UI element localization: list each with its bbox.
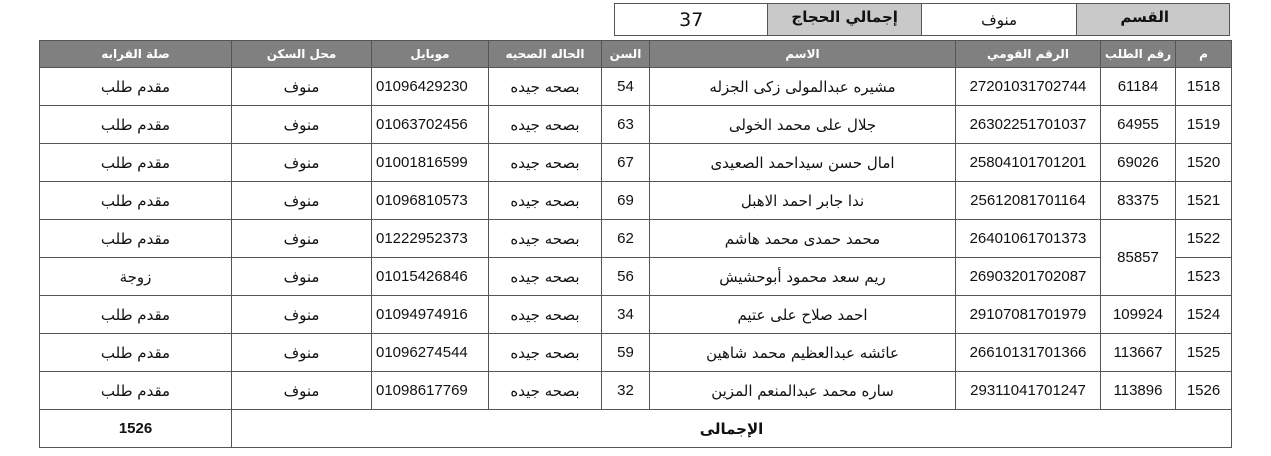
col-header-name: الاسم <box>650 41 956 68</box>
cell-request-no: 113667 <box>1101 334 1176 372</box>
col-header-m: م <box>1176 41 1232 68</box>
cell-relation: مقدم طلب <box>40 106 232 144</box>
col-header-residence: محل السكن <box>232 41 372 68</box>
header-row <box>40 41 1232 68</box>
col-header-request-no: رقم الطلب <box>1101 41 1176 68</box>
col-header-relation: صلة القرابه <box>40 41 232 68</box>
cell-request-no: 64955 <box>1101 106 1176 144</box>
cell-relation: مقدم طلب <box>40 182 232 220</box>
table-row <box>40 220 1232 258</box>
cell-mobile: 01015426846 <box>372 258 489 296</box>
cell-relation: مقدم طلب <box>40 372 232 410</box>
cell-request-no: 85857 <box>1101 220 1176 296</box>
cell-age: 62 <box>602 220 650 258</box>
cell-health: بصحه جيده <box>489 68 602 106</box>
cell-national-id: 26610131701366 <box>956 334 1101 372</box>
cell-request-no: 61184 <box>1101 68 1176 106</box>
cell-residence: منوف <box>232 182 372 220</box>
cell-request-no: 109924 <box>1101 296 1176 334</box>
cell-health: بصحه جيده <box>489 334 602 372</box>
cell-m: 1518 <box>1176 68 1232 106</box>
grand-total-label: الإجمالى <box>232 410 1232 448</box>
cell-age: 67 <box>602 144 650 182</box>
cell-request-no: 113896 <box>1101 372 1176 410</box>
cell-national-id: 25612081701164 <box>956 182 1101 220</box>
cell-age: 32 <box>602 372 650 410</box>
cell-mobile: 01098617769 <box>372 372 489 410</box>
cell-age: 34 <box>602 296 650 334</box>
cell-residence: منوف <box>232 68 372 106</box>
cell-residence: منوف <box>232 220 372 258</box>
cell-relation: مقدم طلب <box>40 144 232 182</box>
grand-total-value: 1526 <box>40 410 232 448</box>
cell-relation: مقدم طلب <box>40 296 232 334</box>
cell-residence: منوف <box>232 334 372 372</box>
cell-health: بصحه جيده <box>489 372 602 410</box>
cell-relation: مقدم طلب <box>40 334 232 372</box>
cell-residence: منوف <box>232 258 372 296</box>
cell-m: 1520 <box>1176 144 1232 182</box>
col-header-national-id: الرقم القومي <box>956 41 1101 68</box>
total-pilgrims-value: 37 <box>679 8 704 31</box>
cell-name: جلال على محمد الخولى <box>650 106 956 144</box>
cell-m: 1522 <box>1176 220 1232 258</box>
cell-request-no: 83375 <box>1101 182 1176 220</box>
cell-residence: منوف <box>232 106 372 144</box>
cell-health: بصحه جيده <box>489 296 602 334</box>
table-row <box>40 372 1232 410</box>
table-row <box>40 68 1232 106</box>
cell-health: بصحه جيده <box>489 258 602 296</box>
cell-national-id: 27201031702744 <box>956 68 1101 106</box>
cell-residence: منوف <box>232 144 372 182</box>
summary-strip <box>614 3 1230 36</box>
table-row <box>40 296 1232 334</box>
cell-residence: منوف <box>232 372 372 410</box>
cell-age: 56 <box>602 258 650 296</box>
cell-name: احمد صلاح على عتيم <box>650 296 956 334</box>
cell-age: 54 <box>602 68 650 106</box>
cell-name: عائشه عبدالعظيم محمد شاهين <box>650 334 956 372</box>
cell-residence: منوف <box>232 296 372 334</box>
table-row <box>40 106 1232 144</box>
col-header-age: السن <box>602 41 650 68</box>
table-row <box>40 182 1232 220</box>
cell-name: ريم سعد محمود أبوحشيش <box>650 258 956 296</box>
table-row <box>40 144 1232 182</box>
cell-request-no: 69026 <box>1101 144 1176 182</box>
cell-mobile: 01096810573 <box>372 182 489 220</box>
cell-m: 1523 <box>1176 258 1232 296</box>
cell-age: 59 <box>602 334 650 372</box>
cell-relation: زوجة <box>40 258 232 296</box>
cell-name: امال حسن سيداحمد الصعيدى <box>650 144 956 182</box>
cell-age: 63 <box>602 106 650 144</box>
table-row <box>40 258 1232 296</box>
cell-m: 1519 <box>1176 106 1232 144</box>
cell-national-id: 26401061701373 <box>956 220 1101 258</box>
cell-national-id: 26302251701037 <box>956 106 1101 144</box>
cell-relation: مقدم طلب <box>40 68 232 106</box>
cell-m: 1526 <box>1176 372 1232 410</box>
cell-mobile: 01001816599 <box>372 144 489 182</box>
col-header-mobile: موبايل <box>372 41 489 68</box>
cell-m: 1525 <box>1176 334 1232 372</box>
cell-mobile: 01063702456 <box>372 106 489 144</box>
cell-health: بصحه جيده <box>489 144 602 182</box>
cell-name: ساره محمد عبدالمنعم المزين <box>650 372 956 410</box>
table-row <box>40 334 1232 372</box>
section-label: القسم <box>1076 4 1229 35</box>
cell-national-id: 29107081701979 <box>956 296 1101 334</box>
cell-mobile: 01222952373 <box>372 220 489 258</box>
cell-m: 1521 <box>1176 182 1232 220</box>
cell-name: ندا جابر احمد الاهبل <box>650 182 956 220</box>
cell-age: 69 <box>602 182 650 220</box>
section-value: منوف <box>921 4 1076 35</box>
cell-health: بصحه جيده <box>489 106 602 144</box>
total-row <box>40 410 1232 448</box>
col-header-health: الحاله الصحيه <box>489 41 602 68</box>
cell-national-id: 29311041701247 <box>956 372 1101 410</box>
cell-health: بصحه جيده <box>489 220 602 258</box>
cell-m: 1524 <box>1176 296 1232 334</box>
cell-name: محمد حمدى محمد هاشم <box>650 220 956 258</box>
cell-national-id: 26903201702087 <box>956 258 1101 296</box>
cell-mobile: 01096429230 <box>372 68 489 106</box>
cell-relation: مقدم طلب <box>40 220 232 258</box>
total-pilgrims-label: إجمالي الحجاج <box>767 4 920 35</box>
cell-health: بصحه جيده <box>489 182 602 220</box>
cell-mobile: 01096274544 <box>372 334 489 372</box>
cell-name: مشيره عبدالمولى زكى الجزله <box>650 68 956 106</box>
pilgrims-table <box>39 40 1232 448</box>
cell-mobile: 01094974916 <box>372 296 489 334</box>
cell-national-id: 25804101701201 <box>956 144 1101 182</box>
